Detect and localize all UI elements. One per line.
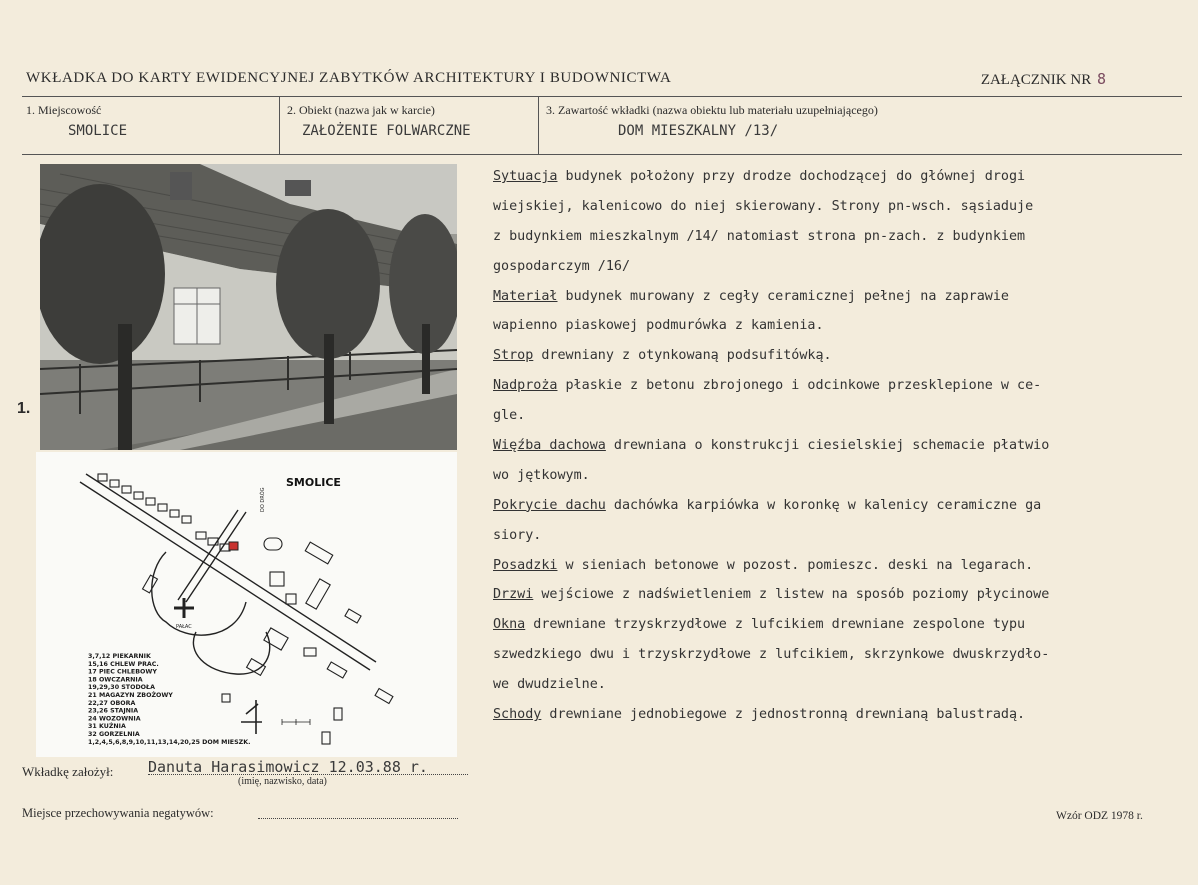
highlighted-building (229, 542, 238, 550)
map-legend-item: 18 OWCZARNIA (88, 676, 143, 684)
map-legend-item: 22,27 OBORA (88, 699, 136, 707)
field-divider-2 (538, 97, 539, 154)
map-legend-item: 3,7,12 PIEKARNIK (88, 653, 151, 660)
description-line (493, 431, 1193, 461)
site-plan-drawing (36, 452, 457, 757)
site-plan (36, 452, 457, 757)
description-heading: Nadproża (493, 378, 558, 394)
locality-value: SMOLICE (68, 123, 128, 139)
description-line (493, 162, 1193, 192)
description-body: w sieniach betonowe w pozost. pomieszc. deski na legarach. (557, 557, 1034, 573)
description-heading: Materiał (493, 288, 558, 304)
map-legend-item: 19,29,30 STODOŁA (88, 684, 155, 692)
attachment-number-value: 8 (1096, 70, 1106, 88)
description-line (493, 252, 1193, 282)
description-heading: Strop (493, 348, 534, 364)
map-legend-item: 1,2,4,5,6,8,9,10,11,13,14,20,25 DOM MIESZK. (88, 738, 251, 746)
description-body: wiejskiej, kalenicowo do niej skierowany. Strony pn-wsch. sąsiaduje (493, 198, 1034, 214)
negatives-dotted-line (258, 818, 458, 819)
description-body: drewniany z otynkowaną podsufitówką. (533, 348, 832, 364)
founder-dotted-line (148, 774, 468, 775)
description-line (493, 610, 1193, 640)
description-body: gospodarczym /16/ (493, 258, 631, 274)
attachment-label: ZAŁĄCZNIK NR (980, 72, 1092, 88)
description-line (493, 700, 1193, 730)
description-heading: Posadzki (493, 557, 558, 573)
description-text (493, 162, 1193, 730)
description-line (493, 222, 1193, 252)
map-legend-item: 32 GORZELNIA (88, 731, 140, 738)
header-rule (22, 96, 1182, 97)
description-body: dachówka karpiówka w koronkę w kalenicy ceramiczne ga (605, 497, 1042, 513)
description-heading: Schody (493, 707, 542, 723)
palace-label: PAŁAC (176, 624, 192, 630)
content-value: DOM MIESZKALNY /13/ (618, 123, 779, 139)
description-body: budynek murowany z cegły ceramicznej pełnej na zaprawie (557, 288, 1009, 304)
description-body: płaskie z betonu zbrojonego i odcinkowe przesklepione w ce- (557, 378, 1042, 394)
description-line (493, 341, 1193, 371)
map-legend-item: 21 MAGAZYN ZBOŻOWY (88, 692, 173, 699)
description-body: siory. (493, 527, 542, 543)
description-body: gle. (493, 408, 526, 424)
fields-rule (22, 154, 1182, 155)
house-photo (40, 164, 457, 450)
description-line (493, 551, 1193, 581)
map-legend-item: 23,26 STAJNIA (88, 707, 139, 715)
description-body: we dwudzielne. (493, 677, 606, 693)
description-line (493, 282, 1193, 312)
map-legend-item: 24 WOZOWNIA (88, 715, 141, 723)
description-line (493, 580, 1193, 610)
description-body: z budynkiem mieszkalnym /14/ natomiast strona pn-zach. z budynkiem (493, 228, 1026, 244)
attachment-number (981, 70, 1106, 89)
description-line (493, 401, 1193, 431)
description-body: wapienno piaskowej podmurówka z kamienia. (493, 318, 824, 334)
description-line (493, 461, 1193, 491)
description-body: drewniane trzyskrzydłowe z lufcikiem drewniane zespolone typu (525, 617, 1026, 633)
locality-label: 1. Miejscowość (26, 103, 102, 117)
photo-number: 1. (17, 400, 31, 417)
description-heading: Drzwi (493, 587, 534, 603)
description-line (493, 521, 1193, 551)
map-title: SMOLICE (286, 476, 341, 489)
form-mark: Wzór ODZ 1978 r. (1056, 810, 1143, 822)
description-body: wo jętkowym. (493, 467, 590, 483)
description-heading: Więźba dachowa (493, 438, 606, 454)
road-label: DO DRÓG (260, 487, 266, 512)
card-title: WKŁADKA DO KARTY EWIDENCYJNEJ ZABYTKÓW ARCHITEKTURY I BUDOWNICTWA (26, 70, 672, 86)
object-label: 2. Obiekt (nazwa jak w karcie) (287, 103, 435, 117)
description-line (493, 670, 1193, 700)
negatives-label: Miejsce przechowywania negatywów: (22, 806, 214, 820)
description-line (493, 491, 1193, 521)
description-line (493, 640, 1193, 670)
description-body: budynek położony przy drodze dochodzącej do głównej drogi (557, 169, 1026, 184)
map-legend-item: 31 KUŹNIA (88, 723, 126, 731)
description-body: drewniana o konstrukcji ciesielskiej schemacie płatwio (605, 438, 1050, 454)
map-legend-item: 15,16 CHLEW PRAC. (88, 660, 159, 668)
description-heading: Sytuacja (493, 169, 558, 184)
content-label: 3. Zawartość wkładki (nazwa obiektu lub materiału uzupełniającego) (546, 103, 878, 117)
founder-hint: (imię, nazwisko, data) (238, 776, 327, 787)
description-body: szwedzkiego dwu i trzyskrzydłowe z lufcikiem, skrzynkowe dwuskrzydło- (493, 647, 1050, 663)
description-heading: Okna (493, 617, 526, 633)
founder-value: Danuta Harasimowicz 12.03.88 r. (148, 758, 428, 776)
house-photo-image (40, 164, 457, 450)
description-line (493, 192, 1193, 222)
description-body: drewniane jednobiegowe z jednostronną drewnianą balustradą. (541, 707, 1026, 723)
map-legend-item: 17 PIEC CHLEBOWY (88, 668, 157, 676)
description-body: wejściowe z nadświetleniem z listew na sposób poziomy płycinowe (533, 587, 1050, 603)
description-line (493, 311, 1193, 341)
description-heading: Pokrycie dachu (493, 497, 606, 513)
object-value: ZAŁOŻENIE FOLWARCZNE (302, 123, 471, 139)
founder-label: Wkładkę założył: (22, 764, 114, 779)
field-divider-1 (279, 97, 280, 154)
description-line (493, 371, 1193, 401)
